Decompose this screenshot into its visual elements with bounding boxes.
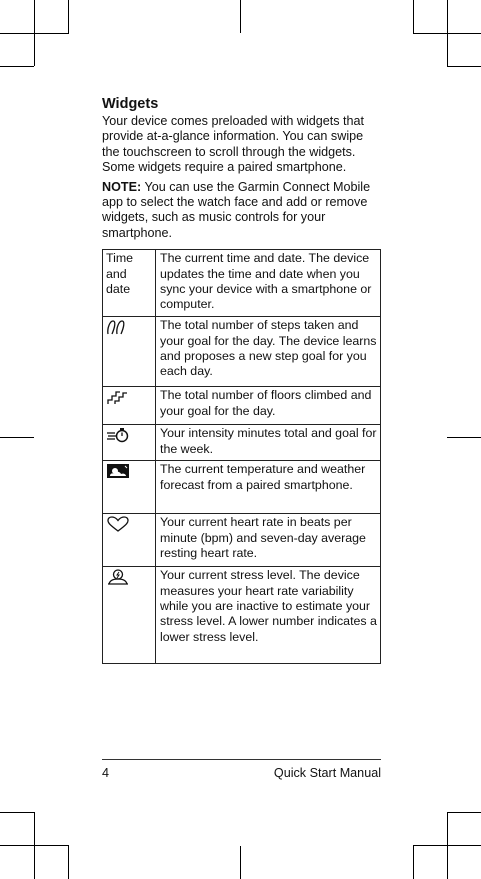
table-row bbox=[103, 514, 381, 567]
steps-icon bbox=[106, 319, 130, 335]
floors-icon bbox=[106, 389, 130, 405]
crop-mark bbox=[240, 846, 241, 879]
crop-mark bbox=[447, 66, 481, 67]
crop-mark bbox=[68, 845, 69, 879]
crop-mark bbox=[413, 845, 481, 846]
note-paragraph bbox=[102, 180, 381, 242]
crop-mark bbox=[413, 0, 414, 34]
row-description: The current time and date. The device updates the time and date when you sync your device with a smartphone or computer. bbox=[156, 250, 381, 317]
crop-mark bbox=[0, 33, 68, 34]
table-row bbox=[103, 425, 381, 461]
crop-mark bbox=[413, 33, 481, 34]
row-description: Your intensity minutes total and goal for the week. bbox=[156, 425, 381, 461]
note-text: You can use the Garmin Connect Mobile app to select the watch face and add or remove widgets, such as music controls for your smartphone. bbox=[102, 179, 371, 240]
table-row bbox=[103, 250, 381, 317]
crop-mark bbox=[447, 812, 481, 813]
weather-icon bbox=[106, 463, 130, 479]
table-row bbox=[103, 387, 381, 425]
heart-icon bbox=[106, 516, 130, 532]
row-description: The total number of floors climbed and your goal for the day. bbox=[156, 387, 381, 425]
crop-mark bbox=[413, 845, 414, 879]
crop-mark bbox=[447, 437, 481, 438]
row-label: Time and date bbox=[103, 250, 156, 317]
crop-mark bbox=[0, 845, 68, 846]
crop-mark bbox=[240, 0, 241, 33]
row-description: The current temperature and weather forecast from a paired smartphone. bbox=[156, 461, 381, 514]
section-heading: Widgets bbox=[102, 96, 159, 112]
intro-paragraph: Your device comes preloaded with widgets that provide at-a-glance information. You can swipe the touchscreen to scroll through the widgets. Some widgets require a paired smartphone. bbox=[102, 114, 365, 175]
intensity-minutes-icon bbox=[106, 427, 130, 443]
crop-mark bbox=[0, 437, 34, 438]
table-row bbox=[103, 461, 381, 514]
crop-mark bbox=[0, 812, 34, 813]
table-row bbox=[103, 317, 381, 387]
row-description: Your current heart rate in beats per minute (bpm) and seven-day average resting heart rate. bbox=[156, 514, 381, 567]
page-number: 4 bbox=[102, 766, 110, 780]
row-description: Your current stress level. The device measures your heart rate variability while you are inactive to estimate your stress level. A lower number indicates a lower stress level. bbox=[156, 567, 381, 664]
crop-mark bbox=[0, 66, 34, 67]
page-footer bbox=[102, 759, 381, 780]
manual-title: Quick Start Manual bbox=[273, 766, 381, 780]
widgets-table bbox=[102, 249, 381, 664]
stress-icon bbox=[106, 569, 130, 585]
widgets-section bbox=[102, 96, 381, 664]
note-label: NOTE: bbox=[102, 179, 142, 194]
table-row bbox=[103, 567, 381, 664]
crop-mark bbox=[68, 0, 69, 34]
row-description: The total number of steps taken and your goal for the day. The device learns and proposes a new step goal for you each day. bbox=[156, 317, 381, 387]
